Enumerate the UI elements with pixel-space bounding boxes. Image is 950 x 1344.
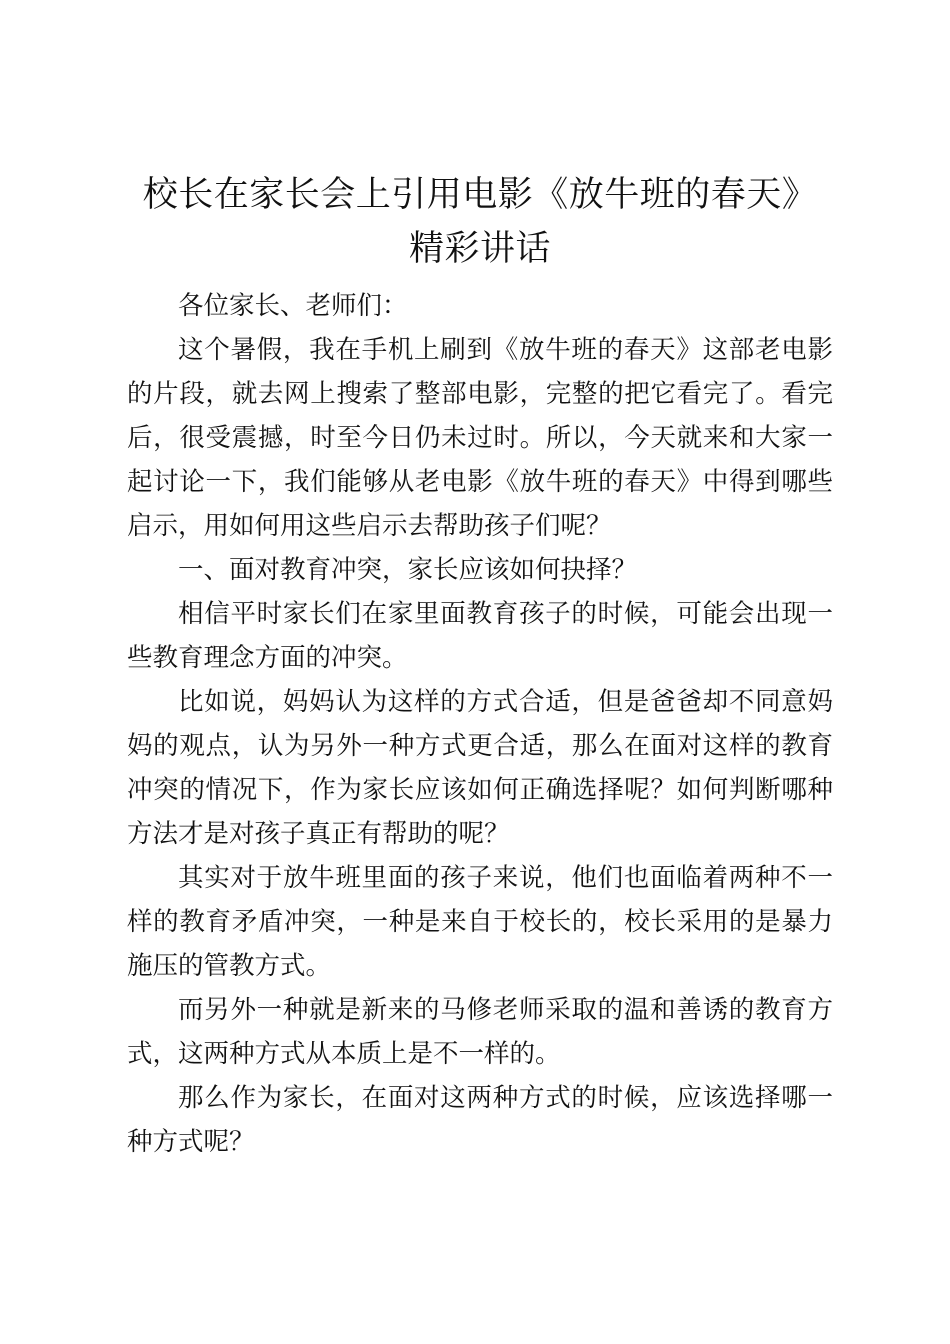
body-paragraph: 其实对于放牛班里面的孩子来说，他们也面临着两种不一样的教育矛盾冲突，一种是来自于校长的，校长采用的是暴力施压的管教方式。 (127, 863, 833, 981)
body-paragraph: 比如说，妈妈认为这样的方式合适，但是爸爸却不同意妈妈的观点，认为另外一种方式更合适，那么在面对这样的教育冲突的情况下，作为家长应该如何正确选择呢？如何判断哪种方法才是对孩子真正有帮助的呢？ (127, 687, 833, 849)
document-title: 校长在家长会上引用电影《放牛班的春天》精彩讲话 (142, 175, 818, 269)
section-heading: 一、面对教育冲突，家长应该如何抉择？ (178, 555, 638, 585)
salutation-paragraph: 各位家长、老师们： (178, 291, 408, 321)
body-paragraph: 而另外一种就是新来的马修老师采取的温和善诱的教育方式，这两种方式从本质上是不一样的。 (127, 995, 833, 1069)
document-body (127, 284, 833, 1164)
body-paragraph: 那么作为家长，在面对这两种方式的时候，应该选择哪一种方式呢？ (127, 1083, 833, 1157)
body-paragraph: 这个暑假，我在手机上刷到《放牛班的春天》这部老电影的片段，就去网上搜索了整部电影，完整的把它看完了。看完后，很受震撼，时至今日仍未过时。所以，今天就来和大家一起讨论一下，我们能够从老电影《放牛班的春天》中得到哪些启示，用如何用这些启示去帮助孩子们呢？ (127, 335, 833, 541)
document-page (127, 168, 833, 1164)
body-paragraph: 相信平时家长们在家里面教育孩子的时候，可能会出现一些教育理念方面的冲突。 (127, 599, 833, 673)
